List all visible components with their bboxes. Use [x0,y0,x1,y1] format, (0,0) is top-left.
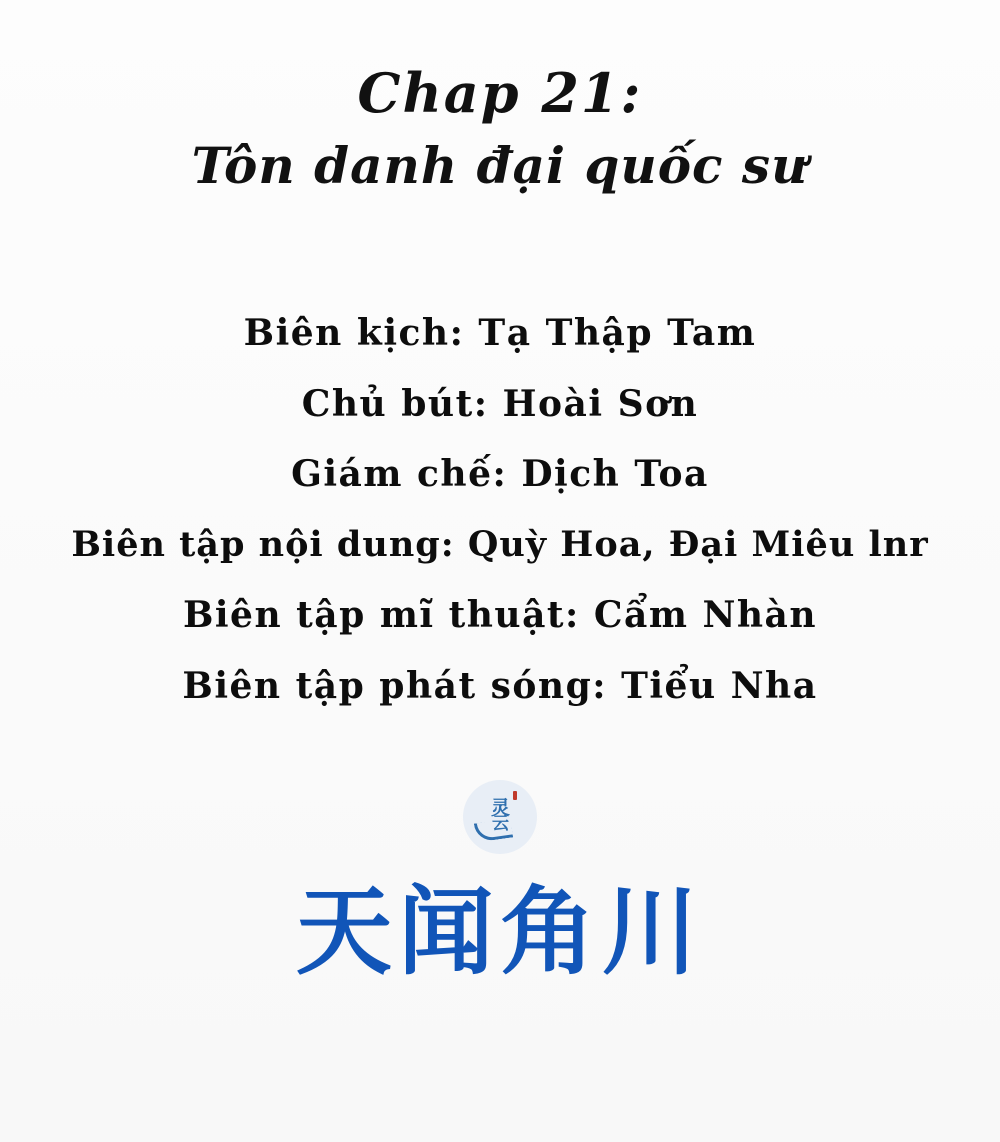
chapter-subtitle: Tôn danh đại quốc sư [191,135,809,195]
credit-line-supervisor: Giám chế: Dịch Toa [291,453,709,496]
studio-seal-icon [463,780,537,854]
seal-char-1: 灵 [490,796,509,819]
publisher-logo: 天闻角川 [296,876,704,989]
chapter-number: Chap 21: [357,61,643,125]
seal-char-2: 云 [491,814,508,835]
credit-line-art-editor: Biên tập mĩ thuật: Cẩm Nhàn [182,593,818,636]
credit-line-content-editor: Biên tập nội dung: Quỳ Hoa, Đại Miêu lnr [71,524,929,566]
credit-line-broadcast-editor: Biên tập phát sóng: Tiểu Nha [182,664,818,707]
credits-list [0,311,1000,739]
seal-swish-icon [474,814,513,843]
credit-line-chief-writer: Chủ bút: Hoài Sơn [301,382,699,425]
credit-line-screenwriter: Biên kịch: Tạ Thập Tam [243,311,757,354]
studio-seal-wrapper [463,780,537,854]
chapter-title-block [192,62,809,195]
seal-red-mark-icon [513,791,517,800]
